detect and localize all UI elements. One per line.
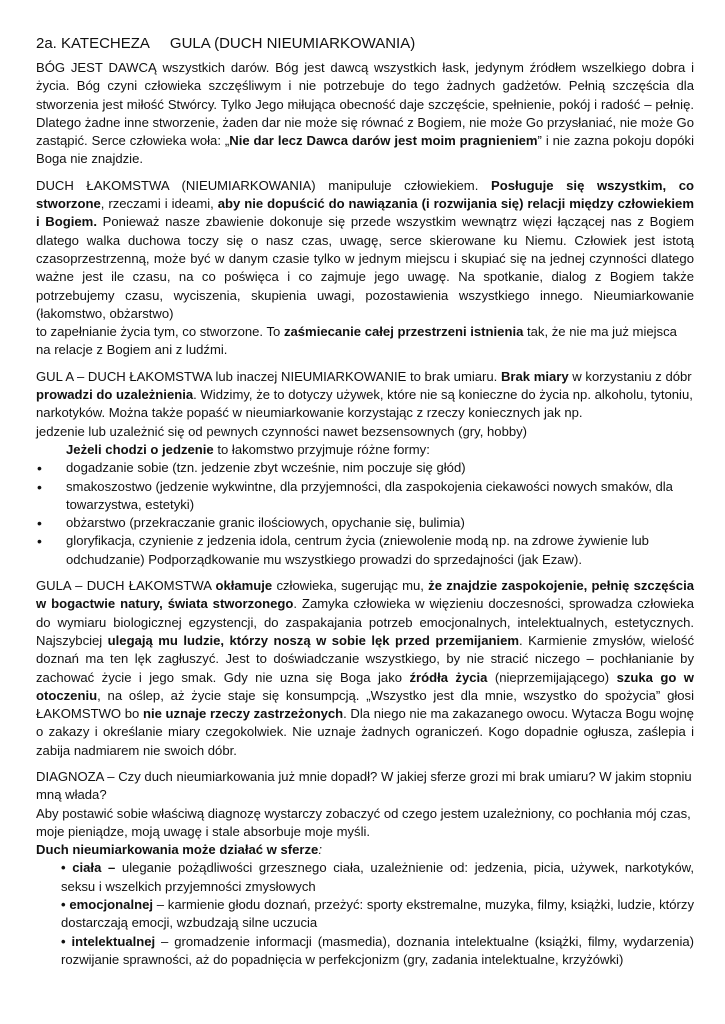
text: , na oślep, aż życie staje się konsumpcją. „Wszystko jest dla mnie, wszystko do spożycia” głosi ŁAKOMSTWO bo	[36, 687, 694, 722]
sphere-intellectual	[61, 933, 694, 970]
bold-text: ulegają mu ludzie, którzy noszą w sobie lęk przed przemijaniem	[107, 632, 520, 648]
bold-text: aby nie dopuścić do nawiązania (i rozwijania się) relacji między człowiekiem i Bogiem.	[36, 196, 694, 230]
document-page	[36, 34, 694, 969]
bold-text: nie uznaje rzeczy zastrzeżonych	[142, 706, 344, 722]
bold-text: źródła życia	[409, 669, 488, 685]
sphere-name: emocjonalnej	[69, 897, 154, 913]
paragraph-lack-of-measure	[36, 368, 694, 569]
paragraph-part	[36, 177, 694, 323]
diagnosis-method: Aby postawić sobie właściwą diagnozę wystarczy zobaczyć od czego jestem uzależniony, co pochłania mój czas, moje pieniądze, moją uwagę i stale absorbuje moje myśli.	[36, 805, 691, 839]
list-item: • obżarstwo (przekraczanie granic ilościowych, opychanie się, bulimia)	[36, 514, 694, 532]
text: BÓG JEST DAWCĄ wszystkich darów. Bóg jest dawcą wszystkich łask, jedynym źródłem wszelkiego dobra i życia. Bóg czyni człowieka szczęśliwym i nie potrzebuje do tego żadnych gadżetów. Pełnią szczęścia dla stworzenia jest miłość Stwórcy. Tylko Jego miłująca obecność daje szczęście, spełnienie, pokój i radość – pełnię. Dlatego żadne inne stworzenie, żaden dar nie może się równać z Bogiem, nie może Go przysłaniać, nie może Go zastąpić. Serce człowieka woła: „	[36, 60, 694, 149]
italic-text: :	[318, 842, 322, 858]
catechesis-title: GULA (DUCH NIEUMIARKOWANIA)	[169, 35, 416, 52]
catechesis-number: 2a. KATECHEZA	[36, 35, 150, 52]
bold-text: szuka go w otoczeniu	[36, 669, 694, 703]
sphere-emotional	[61, 896, 694, 933]
spheres-heading	[36, 841, 694, 859]
bold-text: prowadzi do uzależnienia	[36, 387, 194, 403]
bold-text: Duch nieumiarkowania może działać w sferze	[36, 842, 319, 858]
bold-text: okłamuje	[215, 578, 273, 594]
text: (nieprzemijającego)	[487, 669, 617, 685]
text: Ponieważ nasze zbawienie dokonuje się przede wszystkim wewnątrz więzi łączącej nas z Bogiem dlatego walka duchowa toczy się o nasz czas, uwagę, serce skierowane ku Niemu. Człowiek jest istotą czasoprzestrzenną, może być w danym czasie tylko w jednym miejscu i skupiać się na jednej czynności dlatego ważne jest ile czasu, na co poświęca i co zajmuje jego uwagę. Na spotkanie, dialog z Bogiem także potrzebujemy czasu, wyciszenia, skupienia uwagi, pozostawienia wszystkiego innego. Nieumiarkowanie (łakomstwo, obżarstwo)	[36, 214, 694, 321]
text: tak, że nie ma już miejsca na relacje z Bogiem ani z ludźmi.	[36, 324, 677, 358]
text: – gromadzenie informacji (masmedia), doznania intelektualne (książki, filmy, wydarzenia) rozwijanie sprawności, aż do popadnięcia w perfekcjonizm (gry, zadania intelektualne, krzyżówki)	[61, 933, 694, 967]
text: człowieka, sugerując mu,	[272, 578, 429, 594]
paragraph-deception	[36, 577, 694, 760]
bullet: •	[61, 897, 66, 913]
diagnosis-questions: DIAGNOZA – Czy duch nieumiarkowania już mnie dopadł? W jakiej sferze grozi mi brak umiaru? W jakim stopniu mną włada?	[36, 768, 692, 803]
sphere-name: intelektualnej	[71, 933, 156, 949]
list-item: • dogadzanie sobie (tzn. jedzenie zbyt wcześnie, nim poczuje się głód)	[36, 459, 694, 477]
text: . Widzimy, że to dotyczy używek, które nie są konieczne do życia np. alkoholu, tytoniu, narkotyków. Można także popaść w nieumiarkowanie korzystając z rzeczy koniecznych jak np.	[36, 387, 693, 421]
text: uleganie pożądliwości grzesznego ciała, uzależnienie od: jedzenia, picia, używek, narkotyków, seksu i wszelkich przyjemności zmysłowych	[61, 860, 695, 894]
paragraph-part	[36, 368, 694, 423]
food-intro	[36, 441, 694, 459]
text: – karmienie głodu doznań, przeżyć: sporty ekstremalne, muzyka, filmy, książki, ludzie, którzy dostarczają emocji, wzbudzają silne uczucia	[61, 897, 694, 931]
text: DUCH ŁAKOMSTWA (NIEUMIARKOWANIA) manipuluje człowiekiem.	[36, 177, 491, 193]
food-forms-list	[36, 459, 694, 569]
text: GUL A – DUCH ŁAKOMSTWA lub inaczej NIEUMIARKOWANIE to brak umiaru.	[36, 368, 501, 384]
document-title	[36, 34, 694, 54]
text: . Karmienie zmysłów, wielość doznań ma ten lęk zagłuszyć. Jest to doświadczanie wszystkiego, by nie stracić niczego – pochłanianie by zachować życie i jego smak. Gdy nie uzna się Boga jako	[36, 632, 695, 685]
text: GULA – DUCH ŁAKOMSTWA	[36, 578, 216, 594]
text: jedzenie lub uzależnić się od pewnych czynności nawet bezsensownych (gry, hobby)	[36, 423, 528, 439]
text: , rzeczami i ideami,	[100, 196, 218, 212]
diagnosis-section	[36, 768, 694, 969]
paragraph-part	[36, 323, 694, 360]
spheres-list	[36, 859, 694, 969]
bold-text: Posługuje się wszystkim, co stworzone	[36, 177, 694, 212]
text: ” i nie zazna pokoju dopóki Boga nie znajdzie.	[36, 133, 694, 167]
sphere-body	[61, 859, 694, 896]
list-item: • smakoszostwo (jedzenie wykwintne, dla przyjemności, dla zaspokojenia ciekawości nowych smaków, dla towarzystwa, estetyki)	[36, 478, 694, 515]
paragraph-part	[36, 423, 694, 441]
text: to zapełnianie życia tym, co stworzone. To	[36, 324, 284, 340]
list-item: • gloryfikacja, czynienie z jedzenia idola, centrum życia (zniewolenie modą np. na zdrowe żywienie lub odchudzanie) Podporządkowanie mu wszystkiego prowadzi do sprzedajności (jak Ezaw).	[36, 532, 694, 569]
bold-text: Nie dar lecz Dawca darów jest moim pragnieniem	[229, 133, 538, 149]
text: . Dla niego nie ma zakazanego owocu. Wytacza Bogu wojnę o zakazy i określanie miary czegokolwiek. Nie uznaje żadnych ograniczeń. Kogo dopadnie ogłusza, zaślepia i zabija nadmiarem nie swoich dóbr.	[36, 706, 694, 758]
text: w korzystaniu z dóbr	[568, 368, 692, 384]
sphere-name: ciała –	[72, 860, 116, 876]
paragraph-spirit-gluttony	[36, 177, 694, 360]
text: . Zamyka człowieka w więzieniu doczesności, sprowadza człowieka do wymiaru biologicznej egzystencji, do zaspakajania potrzeb emocjonalnych, intelektualnych, estetycznych. Najszybciej	[36, 596, 694, 648]
bold-text: Brak miary	[500, 368, 569, 384]
bullet: •	[61, 860, 66, 876]
bold-text: że znajdzie zaspokojenie, pełnię szczęścia w bogactwie natury, świata stworzonego	[36, 578, 695, 612]
bold-text: Jeżeli chodzi o jedzenie	[66, 441, 214, 457]
text: to łakomstwo przyjmuje różne formy:	[213, 441, 430, 457]
bullet: •	[61, 933, 66, 949]
paragraph-god-giver	[36, 59, 694, 169]
bold-text: zaśmiecanie całej przestrzeni istnienia	[283, 324, 524, 340]
